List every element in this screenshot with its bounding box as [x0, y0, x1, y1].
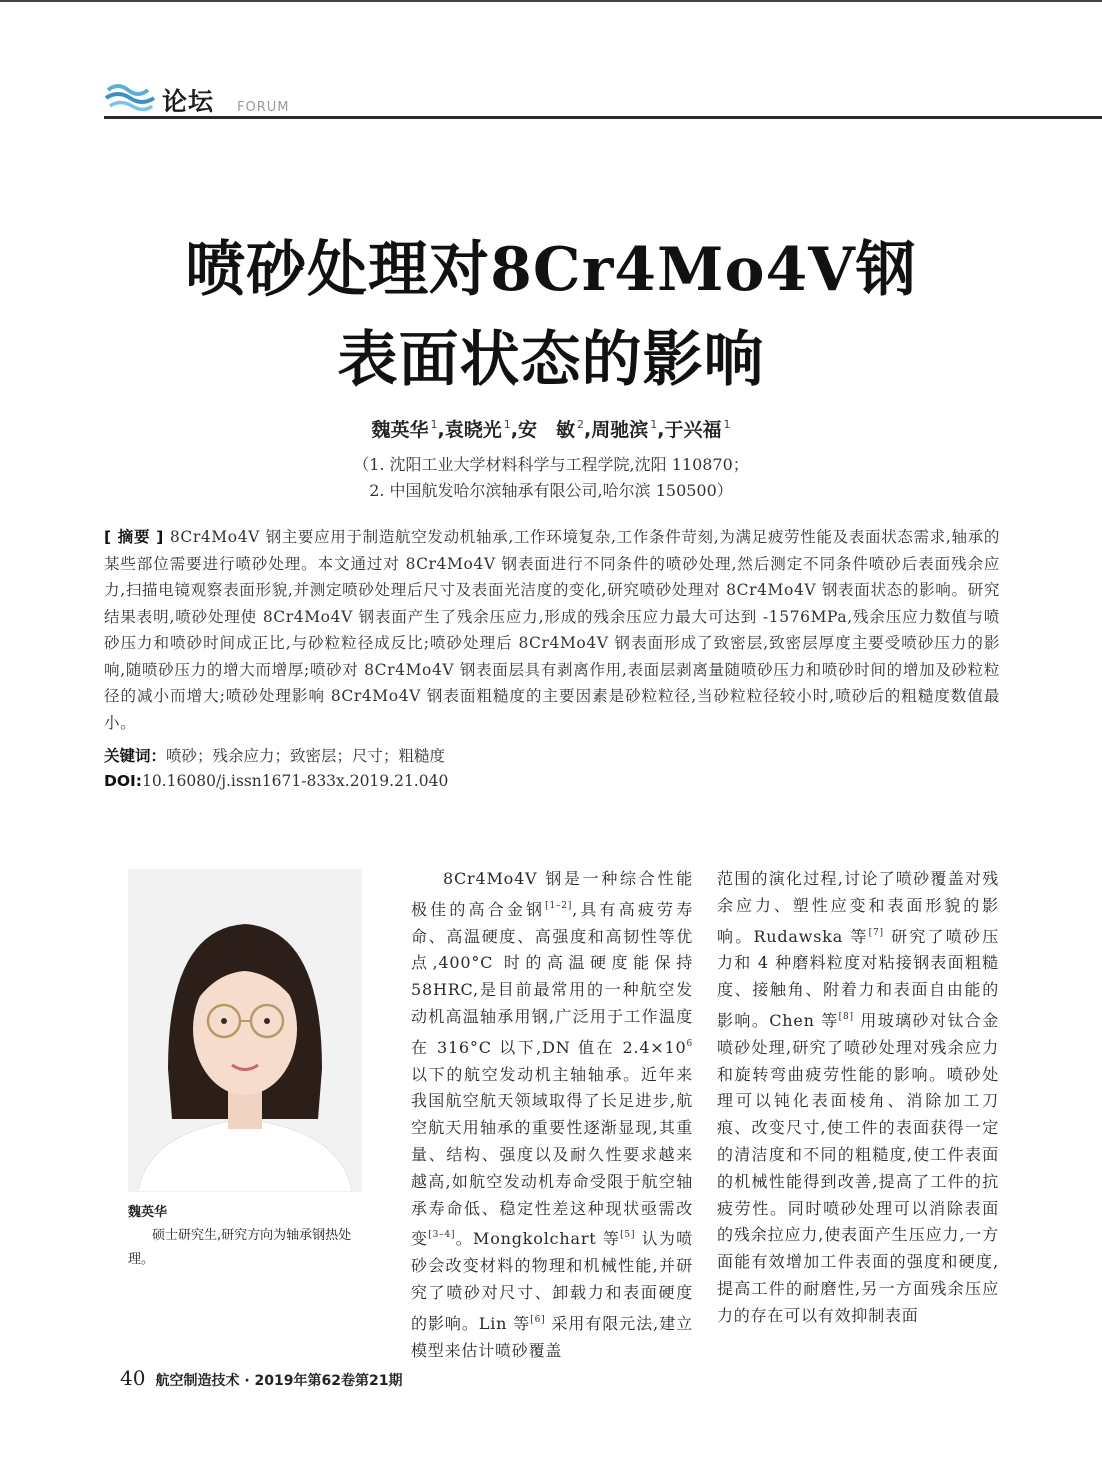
- affiliation-line2: 2. 中国航发哈尔滨轴承有限公司,哈尔滨 150500）: [369, 481, 733, 500]
- citation: [5]: [620, 1230, 636, 1241]
- superscript: 6: [686, 1038, 693, 1049]
- author-name: 魏英华: [371, 419, 429, 441]
- keywords-text: 喷砂；残余应力；致密层；尺寸；粗糙度: [166, 747, 446, 765]
- keywords-label: 关键词：: [104, 747, 167, 765]
- body-text: 研究了喷砂压力和 4 种磨料粒度对粘接钢表面粗糙度、接触角、附着力和表面自由能的影响。Chen 等: [717, 926, 999, 1030]
- author-name: 周驰滨: [591, 419, 649, 441]
- doi-label: DOI:: [104, 772, 143, 790]
- affiliation-line1: （1. 沈阳工业大学材料科学与工程学院,沈阳 110870；: [353, 455, 749, 474]
- body-text: 。Mongkolchart 等: [455, 1229, 621, 1249]
- author-photo: [128, 869, 362, 1192]
- top-edge-rule: [0, 0, 1102, 2]
- author-affil-mark: 1: [650, 418, 658, 431]
- citation: [1–2]: [545, 900, 573, 911]
- body-column-2: [717, 866, 999, 1330]
- citation: [3–4]: [428, 1230, 456, 1241]
- body-text: 采用有限元法,建立模型来估计喷砂覆盖: [411, 1313, 693, 1360]
- author-name: 于兴福: [664, 419, 722, 441]
- author-portrait-illustration: [128, 869, 362, 1192]
- body-text: 范围的演化过程,讨论了喷砂覆盖对残余应力、塑性应变和表面形貌的影响。Rudawska 等: [717, 869, 999, 946]
- journal-name: 航空制造技术 · 2019年第62卷第21期: [155, 1373, 403, 1389]
- doi-text: 10.16080/j.issn1671-833x.2019.21.040: [142, 772, 449, 790]
- author-name: 袁晓光: [444, 419, 502, 441]
- citation: [8]: [838, 1011, 854, 1022]
- body-column-1: [411, 866, 693, 1364]
- body-text: 认为喷砂会改变材料的物理和机械性能,并研究了喷砂对尺寸、卸载力和表面硬度的影响。Lin 等: [411, 1229, 693, 1333]
- column-title-en: FORUM: [237, 100, 290, 115]
- body-text: 以下的航空发动机主轴轴承。近年来我国航空航天领域取得了长足进步,航空航天用轴承的重要性逐渐显现,其重量、结构、强度以及耐久性要求越来越高,如航空发动机寿命受限于航空轴承寿命低、稳定性差这种现状亟需改变: [411, 1064, 693, 1249]
- keywords: [104, 744, 445, 766]
- doi: [104, 772, 448, 790]
- citation: [6]: [530, 1314, 546, 1325]
- author-affil-mark: 1: [723, 418, 731, 431]
- body-text: 8Cr4Mo4V 钢是一种综合性能极佳的高合金钢: [411, 869, 693, 919]
- author-list: 魏英华 $^1$,袁晓光 $^1$,安 敏 $^2$,周驰滨 $^1$,于兴福 $^1$: [371, 418, 731, 441]
- abstract: [104, 524, 1000, 736]
- header-rule: [104, 116, 1102, 119]
- column-header: [104, 78, 1102, 122]
- article-title-line1: 喷砂处理对8Cr4Mo4V钢: [185, 235, 917, 305]
- wave-logo-icon: [104, 78, 164, 114]
- photo-caption-description: 硕士研究生,研究方向为轴承钢热处理。: [128, 1228, 352, 1267]
- author-affil-mark: 2: [577, 418, 584, 431]
- body-text: ,具有高疲劳寿命、高温硬度、高强度和高韧性等优点,400°C 时的高温硬度能保持 58HRC,是目前最常用的一种航空发动机高温轴承用钢,广泛用于工作温度在 316°C 以下,DN 值在 2.4×10: [411, 899, 694, 1057]
- author-affil-mark: 1: [503, 418, 511, 431]
- photo-caption-name: 魏英华: [128, 1205, 168, 1220]
- page-number: 40: [120, 1366, 146, 1390]
- page-footer: [120, 1366, 402, 1390]
- citation: [7]: [868, 927, 884, 938]
- author-affil-mark: 1: [430, 418, 438, 431]
- author-name: 安 敏: [517, 419, 575, 441]
- abstract-text: 8Cr4Mo4V 钢主要应用于制造航空发动机轴承,工作环境复杂,工作条件苛刻,为满足疲劳性能及表面状态需求,轴承的某些部位需要进行喷砂处理。本文通过对 8Cr4Mo4V 钢表面进行不同条件的喷砂处理,然后测定不同条件喷砂后表面残余应力,扫描电镜观察表面形貌,并测定喷砂处理后尺寸及表面光洁度的变化,研究喷砂处理对 8Cr4Mo4V 钢表面状态的影响。研究结果表明,喷砂处理使 8Cr4Mo4V 钢表面产生了残余压应力,形成的残余压应力最大可达到 -1576MPa,残余压应力数值与喷砂压力和喷砂时间成正比,与砂粒粒径成反比;喷砂处理后 8Cr4Mo4V 钢表面形成了致密层,致密层厚度主要受喷砂压力的影响,随喷砂压力的增大而增厚;喷砂对 8Cr4Mo4V 钢表面层具有剥离作用,表面层剥离量随喷砂压力和喷砂时间的增加及砂粒粒径的减小而增大;喷砂处理影响 8Cr4Mo4V 钢表面粗糙度的主要因素是砂粒粒径,当砂粒粒径较小时,喷砂后的粗糙度数值最小。: [104, 528, 1001, 732]
- column-title: 论坛: [162, 87, 215, 116]
- abstract-label: [ 摘要 ]: [104, 528, 164, 546]
- article-title-line2: 表面状态的影响: [337, 325, 765, 395]
- body-text: 用玻璃砂对钛合金喷砂处理,研究了喷砂处理对残余应力和旋转弯曲疲劳性能的影响。喷砂处理可以钝化表面棱角、消除加工刀痕、改变尺寸,使工件的表面获得一定的清洁度和不同的粗糙度,使工件表面的机械性能得到改善,提高了工件的抗疲劳性。同时喷砂处理可以消除表面的残余拉应力,使表面产生压应力,一方面能有效增加工件表面的强度和硬度,提高工件的耐磨性,另一方面残余压应力的存在可以有效抑制表面: [717, 1010, 999, 1325]
